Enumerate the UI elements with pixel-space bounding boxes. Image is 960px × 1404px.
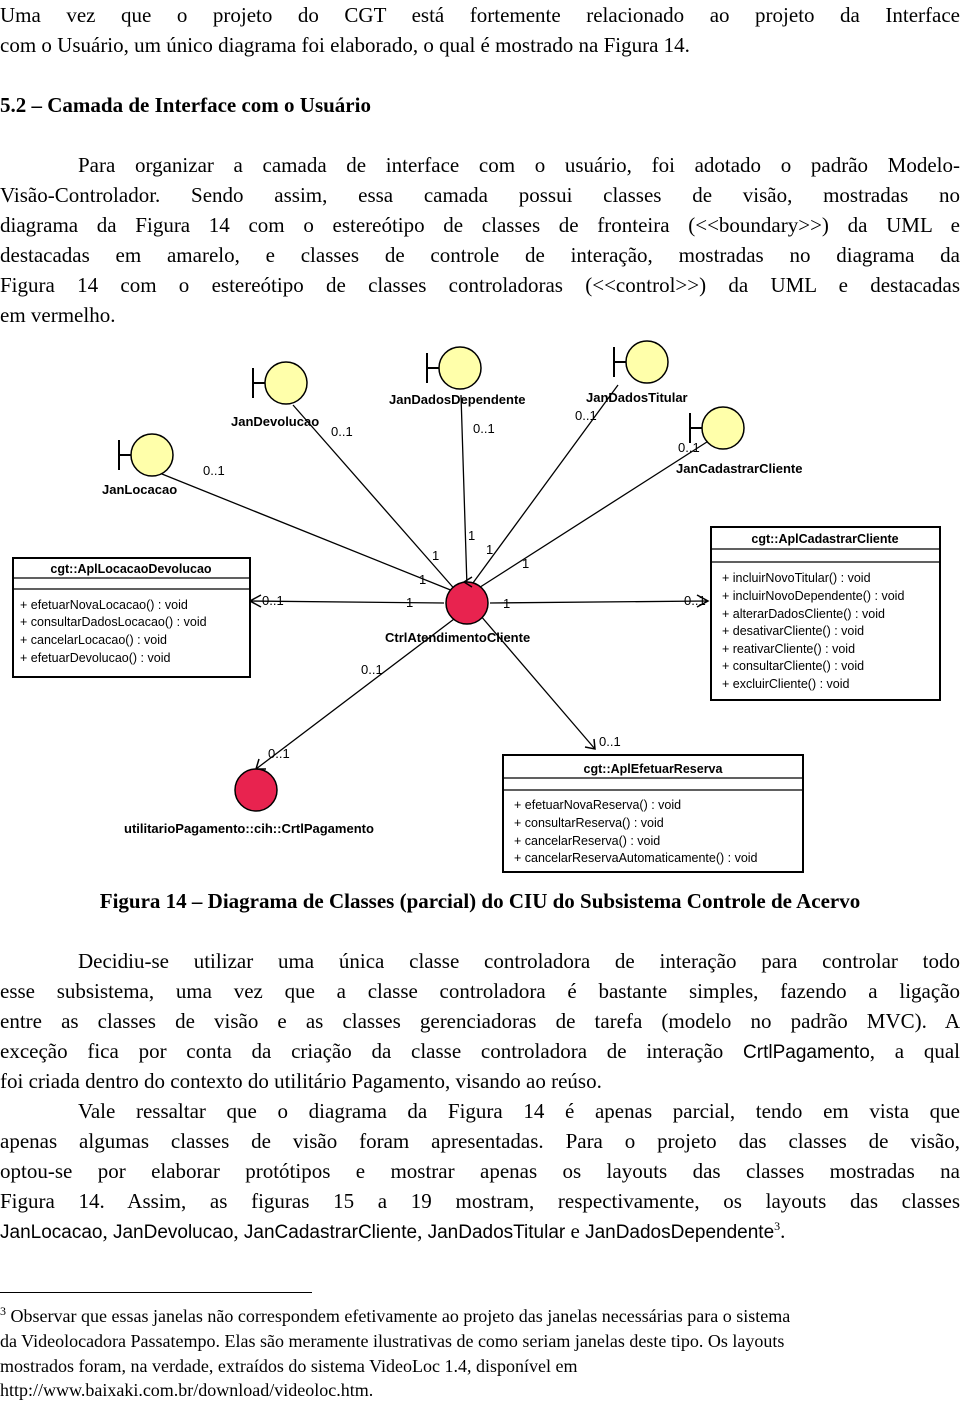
para3-line-3: optou-se por elaborar protótipos e mostrar apenas os layouts das classes mostradas na [0,1159,960,1183]
mult-label: 1 [406,595,414,610]
mult-label: 0..1 [203,463,225,478]
conjunction: e [570,1219,580,1243]
boundary-jan-dados-titular [586,341,688,405]
apl-cadastrar-op: + reativarCliente() : void [722,642,856,656]
apl-locacao-op: + cancelarLocacao() : void [20,633,167,647]
apl-locacao-op: + efetuarNovaLocacao() : void [20,598,188,612]
footnote-reference: 3 [774,1219,781,1233]
apl-cadastrar-op: + consultarCliente() : void [722,659,865,673]
apl-cadastrar-op: + alterarDadosCliente() : void [722,607,885,621]
mult-label: 0..1 [678,440,700,455]
jan-dados-titular-label: JanDadosTitular [586,390,688,405]
class-apl-locacao-devolucao [13,558,250,677]
class-apl-efetuar-reserva [503,755,803,872]
para2-line-3: entre as classes de visão e as classes gerenciadoras de tarefa (modelo no padrão MVC). A [0,1009,960,1033]
footnote-mark: 3 [0,1304,6,1318]
apl-locacao-op: + efetuarDevolucao() : void [20,651,171,665]
apl-cadastrar-op: + excluirCliente() : void [722,677,850,691]
mult-label: 1 [432,548,440,563]
figure-caption: Figura 14 – Diagrama de Classes (parcial) do CIU do Subsistema Controle de Acervo [99,889,861,913]
boundary-jan-devolucao [231,362,319,429]
para1-line-4: destacadas em amarelo, e classes de controle de interação, mostradas no diagrama da [0,243,960,267]
class-ref-jan-dados-dependente: JanDadosDependente [585,1222,775,1243]
apl-locacao-op: + consultarDadosLocacao() : void [20,615,207,629]
para2-line-5: foi criada dentro do contexto do utilitário Pagamento, visando ao reúso. [0,1069,602,1093]
para1-line-1: Para organizar a camada de interface com o usuário, foi adotado o padrão Modelo- [78,153,960,177]
mult-label: 1 [468,528,476,543]
boundary-jan-dados-dependente [389,347,526,407]
mult-label: 0..1 [684,593,706,608]
jan-cadastrar-cliente-label: JanCadastrarCliente [676,461,803,476]
apl-reserva-op: + consultarReserva() : void [514,816,664,830]
mult-label: 0..1 [599,734,621,749]
footnote-line-2: da Videolocadora Passatempo. Elas são meramente ilustrativas de como seriam janelas deste tipo. Os layouts [0,1331,785,1351]
uml-class-diagram [0,335,960,880]
footnote-line-3: mostrados foram, na verdade, extraídos do sistema VideoLoc 1.4, disponível em [0,1356,578,1376]
class-ref-crtl-pagamento: CrtlPagamento [743,1042,870,1063]
mult-label: 0..1 [575,408,597,423]
mult-label: 0..1 [262,593,284,608]
footnote-text-1: Observar que essas janelas não correspondem efetivamente ao projeto das janelas necessárias para o sistema [10,1306,791,1326]
para3-line-2: apenas algumas classes de visão foram apresentadas. Para o projeto das classes de visão, [0,1129,960,1153]
mult-label: 0..1 [268,746,290,761]
comma: , [417,1219,423,1243]
para2-line-2: esse subsistema, uma vez que a classe controladora é bastante simples, fazendo a ligação [0,979,960,1003]
mult-label: 1 [522,556,530,571]
mult-label: 1 [419,572,427,587]
comma: , [233,1219,239,1243]
apl-cadastrar-op: + incluirNovoDependente() : void [722,589,905,603]
jan-locacao-label: JanLocacao [102,482,178,497]
apl-cadastrar-op: + desativarCliente() : void [722,624,865,638]
para3-line-5 [0,1216,960,1246]
footnote-divider [0,1292,312,1293]
para2-line-4-text: exceção fica por conta da criação da classe controladora de interação [0,1039,724,1063]
class-ref-jan-devolucao: JanDevolucao [112,1222,234,1243]
section-heading: 5.2 – Camada de Interface com o Usuário [0,93,371,117]
class-ref-jan-locacao: JanLocacao [0,1222,103,1243]
footnote-url: http://www.baixaki.com.br/download/videoloc.htm. [0,1380,374,1400]
para3-line-1: Vale ressaltar que o diagrama da Figura 14 é apenas parcial, tendo em vista que [78,1099,960,1123]
intro-line-1: Uma vez que o projeto do CGT está fortemente relacionado ao projeto da Interface [0,3,960,27]
jan-devolucao-label: JanDevolucao [231,414,320,429]
footnote-line-1 [0,1304,960,1329]
control-ctrl-atendimento-cliente [385,577,530,645]
apl-reserva-op: + cancelarReservaAutomaticamente() : void [514,851,758,865]
apl-locacao-name: cgt::AplLocacaoDevolucao [50,562,212,576]
period: . [780,1219,786,1243]
class-apl-cadastrar-cliente [711,527,940,700]
apl-cadastrar-op: + incluirNovoTitular() : void [722,571,871,585]
class-ref-jan-cadastrar-cliente: JanCadastrarCliente [243,1222,418,1243]
apl-reserva-op: + cancelarReserva() : void [514,834,661,848]
para2-line-4 [0,1036,960,1066]
apl-reserva-name: cgt::AplEfetuarReserva [583,762,723,776]
para3-line-4: Figura 14. Assim, as figuras 15 a 19 mostram, respectivamente, os layouts das classes [0,1189,960,1213]
comma: , [102,1219,108,1243]
multiplicity-labels [203,408,706,761]
mult-label: 0..1 [331,424,353,439]
mult-label: 0..1 [473,421,495,436]
jan-dados-dependente-label: JanDadosDependente [389,392,526,407]
apl-cadastrar-name: cgt::AplCadastrarCliente [751,532,899,546]
intro-line-2: com o Usuário, um único diagrama foi elaborado, o qual é mostrado na Figura 14. [0,33,690,57]
para1-line-6: em vermelho. [0,303,116,327]
mult-label: 0..1 [361,662,383,677]
para1-line-3: diagrama da Figura 14 com o estereótipo de classes de fronteira (<<boundary>>) da UML e [0,213,960,237]
class-ref-jan-dados-titular: JanDadosTitular [427,1222,566,1243]
para2-line-4-end: , a qual [869,1039,960,1063]
para2-line-1: Decidiu-se utilizar uma única classe controladora de interação para controlar todo [78,949,960,973]
control-crtl-pagamento [124,769,374,836]
ctrl-pagamento-label: utilitarioPagamento::cih::CrtlPagamento [124,821,374,836]
mult-label: 1 [503,596,511,611]
para1-line-5: Figura 14 com o estereótipo de classes controladoras (<<control>>) da UML e destacadas [0,273,960,297]
para1-line-2: Visão-Controlador. Sendo assim, essa camada possui classes de visão, mostradas no [0,183,960,207]
mult-label: 1 [486,542,494,557]
boundary-jan-locacao [102,434,177,497]
apl-reserva-op: + efetuarNovaReserva() : void [514,798,682,812]
ctrl-atendimento-label: CtrlAtendimentoCliente [385,630,531,645]
